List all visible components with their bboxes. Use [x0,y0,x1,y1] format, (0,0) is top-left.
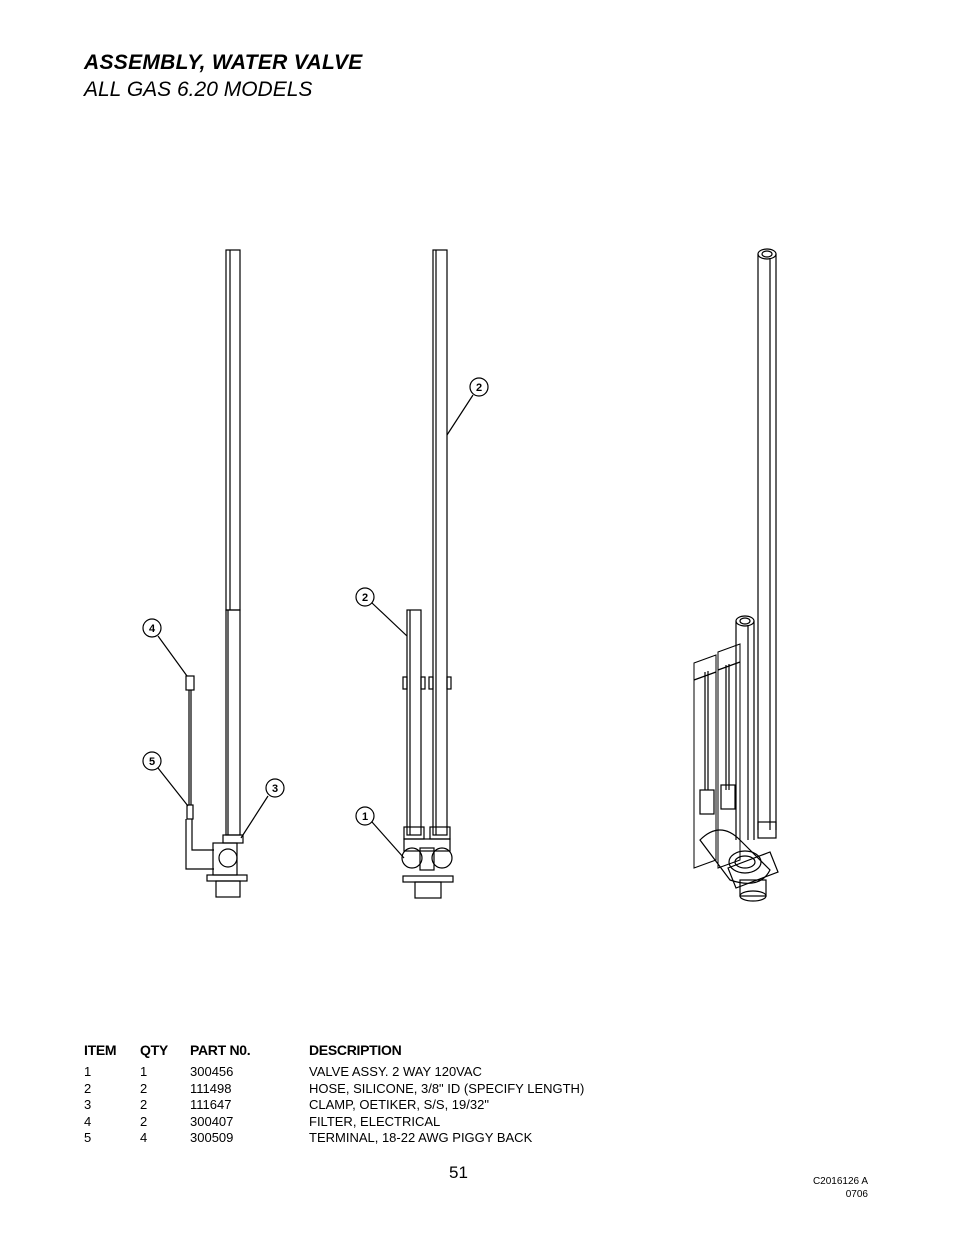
row-item: 3 [84,1097,92,1113]
row-item: 2 [84,1080,92,1096]
callout-2-lower [356,588,407,636]
front-view [402,250,453,898]
side-clamp [223,835,243,843]
side-filter [186,676,194,690]
svg-text:2: 2 [475,382,483,394]
header-item: ITEM [84,1042,117,1058]
row-part-no: 300509 [190,1130,234,1146]
table-row [84,1081,644,1098]
header-part-no: PART N0. [190,1042,251,1058]
side-valve-body [213,843,237,875]
doc-date: 0706 [845,1189,868,1200]
callout-4 [143,619,187,676]
row-qty: 2 [140,1113,148,1129]
svg-text:4: 4 [148,623,156,635]
document-reference [813,1175,868,1201]
row-item: 1 [84,1064,92,1079]
callout-1 [356,807,404,858]
row-qty: 2 [140,1097,148,1113]
page-subtitle: ALL GAS 6.20 MODELS [84,78,313,101]
callout-5 [143,752,188,806]
row-item: 5 [84,1130,92,1146]
row-qty: 1 [140,1064,148,1079]
parts-list [84,1042,644,1147]
row-description: CLAMP, OETIKER, S/S, 19/32" [309,1097,489,1113]
row-part-no: 111498 [190,1080,232,1096]
table-row [84,1114,644,1131]
front-hose-long [433,250,447,835]
row-item: 4 [84,1113,92,1129]
parts-list-header [84,1042,644,1064]
header-description: DESCRIPTION [309,1042,402,1058]
table-row [84,1097,644,1114]
front-hose-short [407,610,421,835]
row-description: TERMINAL, 18-22 AWG PIGGY BACK [309,1130,533,1146]
svg-text:3: 3 [271,783,279,795]
side-hose-upper [226,250,240,610]
callout-2-upper [447,378,488,435]
row-part-no: 300456 [190,1064,234,1079]
callout-3 [241,779,284,838]
side-view [186,250,247,897]
side-terminal [187,805,193,819]
svg-text:5: 5 [148,756,156,768]
row-description: HOSE, SILICONE, 3/8" ID (SPECIFY LENGTH) [309,1080,585,1096]
row-description: VALVE ASSY. 2 WAY 120VAC [309,1064,482,1079]
table-row [84,1130,644,1147]
row-part-no: 111647 [190,1097,232,1113]
page-title: ASSEMBLY, WATER VALVE [84,51,363,74]
row-qty: 4 [140,1130,148,1146]
header-qty: QTY [140,1042,168,1058]
row-qty: 2 [140,1080,148,1096]
row-part-no: 300407 [190,1113,234,1129]
svg-text:1: 1 [361,811,369,823]
svg-text:2: 2 [361,592,369,604]
doc-code: C2016126 A [812,1176,868,1187]
iso-view [694,249,778,901]
page-number: 51 [449,1163,468,1182]
table-row [84,1064,644,1081]
row-description: FILTER, ELECTRICAL [309,1113,441,1129]
